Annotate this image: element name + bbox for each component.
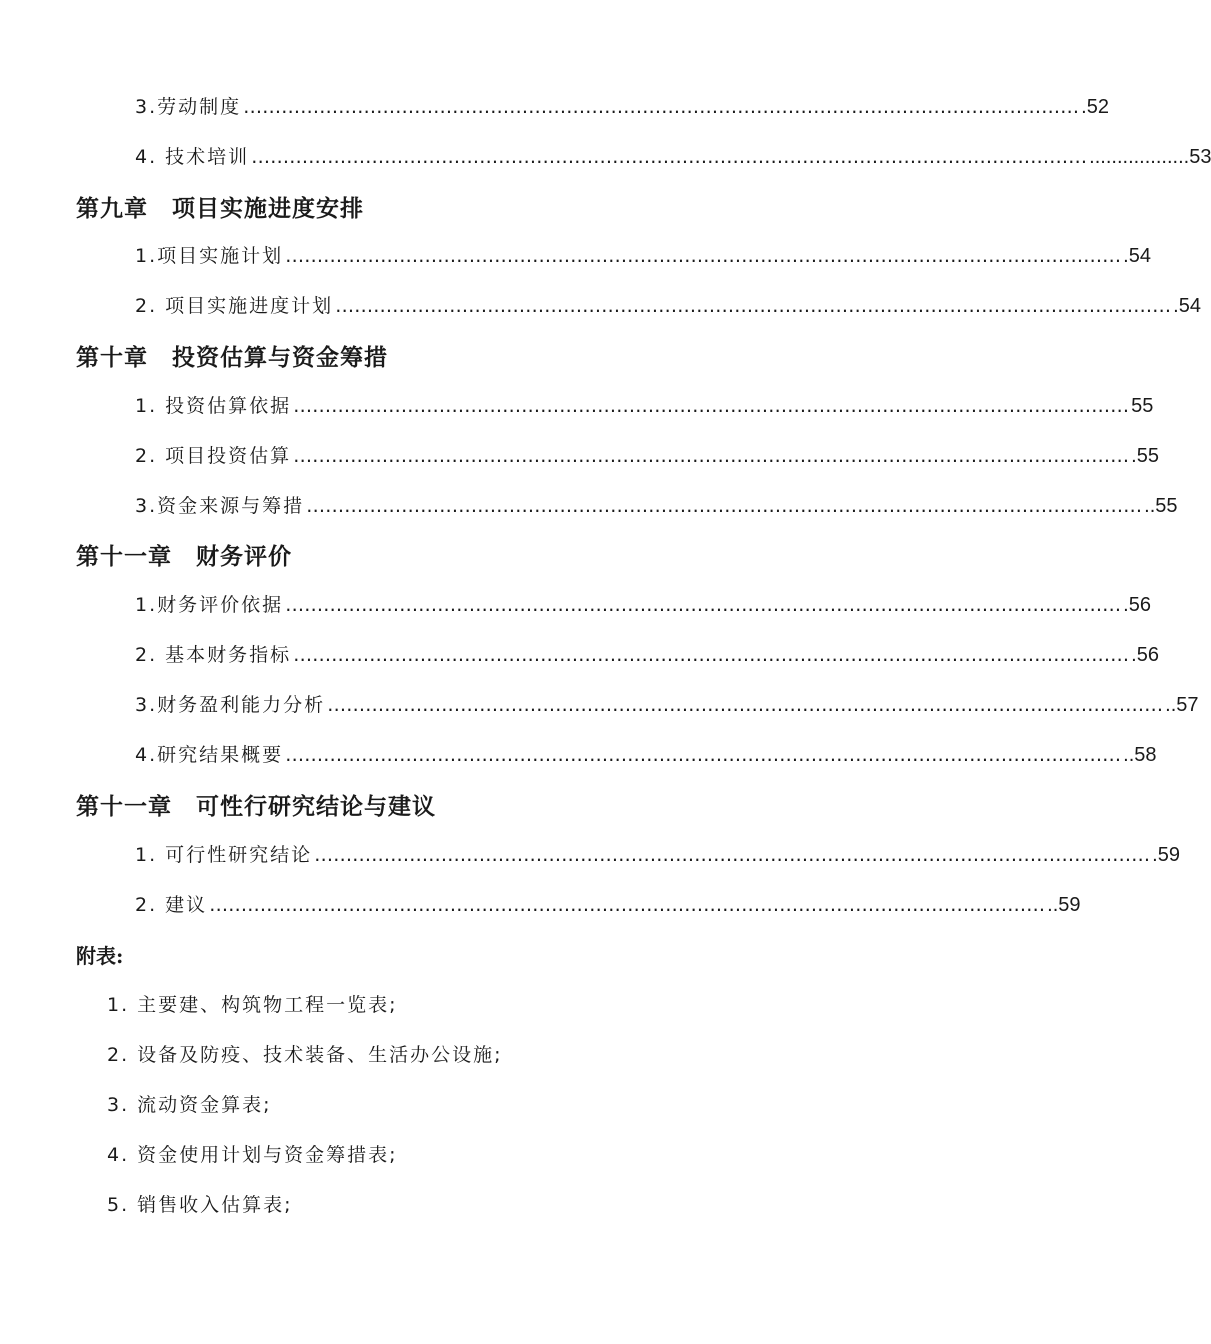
toc-page-number: .56: [1131, 644, 1159, 666]
toc-entry[interactable]: [135, 640, 1159, 668]
toc-page-number: ..59: [1047, 894, 1081, 916]
chapter-number: 第九章: [76, 195, 148, 222]
chapter-number: 第十一章: [76, 793, 172, 820]
appendix-item: 4. 资金使用计划与资金筹措表;: [107, 1144, 398, 1166]
chapter-number: 第十一章: [76, 543, 172, 570]
toc-entry-label: 2. 建议: [135, 894, 208, 916]
toc-leader-dots: ……………………………………………………………………………………………………………………: [243, 96, 1080, 118]
toc-entry[interactable]: [135, 142, 1211, 170]
toc-entry-label: 1. 投资估算依据: [135, 395, 292, 417]
toc-entry-label: 3.财务盈利能力分析: [135, 694, 326, 716]
toc-entry-label: 4.研究结果概要: [135, 744, 284, 766]
toc-leader-dots: ……………………………………………………………………………………………………………………: [285, 744, 1122, 766]
chapter-heading[interactable]: [76, 339, 388, 372]
toc-entry[interactable]: [135, 590, 1151, 618]
appendix-item: 3. 流动资金算表;: [107, 1094, 272, 1116]
chapter-title: 可性行研究结论与建议: [196, 793, 436, 820]
toc-page-number: ..57: [1165, 694, 1199, 716]
toc-entry[interactable]: [135, 391, 1154, 419]
toc-leader-dots: ……………………………………………………………………………………………………………………: [327, 694, 1164, 716]
toc-leader-dots: ……………………………………………………………………………………………………………………: [293, 395, 1130, 417]
chapter-title: 项目实施进度安排: [172, 195, 364, 222]
toc-leader-dots: ……………………………………………………………………………………………………………………: [251, 146, 1088, 168]
appendix-item: 1. 主要建、构筑物工程一览表;: [107, 994, 398, 1016]
appendix-item: 5. 销售收入估算表;: [107, 1194, 293, 1216]
toc-entry[interactable]: [135, 441, 1159, 469]
toc-leader-dots: ……………………………………………………………………………………………………………………: [285, 594, 1122, 616]
toc-entry-label: 2. 项目投资估算: [135, 445, 292, 467]
toc-page-number: .59: [1152, 844, 1180, 866]
toc-entry[interactable]: [135, 840, 1180, 868]
toc-entry[interactable]: [135, 491, 1178, 519]
toc-leader-dots: ……………………………………………………………………………………………………………………: [209, 894, 1046, 916]
toc-entry-label: 1.财务评价依据: [135, 594, 284, 616]
toc-entry-label: 4. 技术培训: [135, 146, 250, 168]
chapter-title: 投资估算与资金筹措: [172, 344, 388, 371]
toc-entry-label: 1. 可行性研究结论: [135, 844, 313, 866]
toc-leader-dots: ……………………………………………………………………………………………………………………: [335, 295, 1172, 317]
toc-leader-dots: ……………………………………………………………………………………………………………………: [293, 445, 1130, 467]
toc-entry-label: 3.资金来源与筹措: [135, 495, 305, 517]
chapter-number: 第十章: [76, 344, 148, 371]
toc-page-number: .55: [1131, 445, 1159, 467]
toc-entry[interactable]: [135, 690, 1199, 718]
toc-entry[interactable]: [135, 291, 1201, 319]
chapter-heading[interactable]: [76, 190, 364, 223]
toc-page-number: .56: [1123, 594, 1151, 616]
toc-entry[interactable]: [135, 890, 1081, 918]
toc-page-number: .52: [1081, 96, 1109, 118]
toc-page-number: .54: [1123, 245, 1151, 267]
chapter-heading[interactable]: [76, 538, 292, 571]
toc-page-number: ..................53: [1089, 146, 1211, 168]
chapter-heading[interactable]: [76, 788, 436, 821]
toc-leader-dots: ……………………………………………………………………………………………………………………: [285, 245, 1122, 267]
toc-entry-label: 2. 基本财务指标: [135, 644, 292, 666]
appendix-title: 附表:: [76, 944, 124, 968]
toc-page-number: ..58: [1123, 744, 1157, 766]
toc-page-number: .54: [1173, 295, 1201, 317]
toc-entry[interactable]: [135, 241, 1151, 269]
toc-entry-label: 3.劳动制度: [135, 96, 242, 118]
toc-entry[interactable]: [135, 92, 1109, 120]
toc-entry-label: 1.项目实施计划: [135, 245, 284, 267]
toc-entry[interactable]: [135, 740, 1157, 768]
toc-leader-dots: ……………………………………………………………………………………………………………………: [306, 495, 1143, 517]
toc-leader-dots: ……………………………………………………………………………………………………………………: [293, 644, 1130, 666]
chapter-title: 财务评价: [196, 543, 292, 570]
appendix-item: 2. 设备及防疫、技术装备、生活办公设施;: [107, 1044, 503, 1066]
toc-page-number: 55: [1131, 395, 1154, 417]
toc-leader-dots: ……………………………………………………………………………………………………………………: [314, 844, 1151, 866]
toc-entry-label: 2. 项目实施进度计划: [135, 295, 334, 317]
toc-page-number: ..55: [1144, 495, 1178, 517]
